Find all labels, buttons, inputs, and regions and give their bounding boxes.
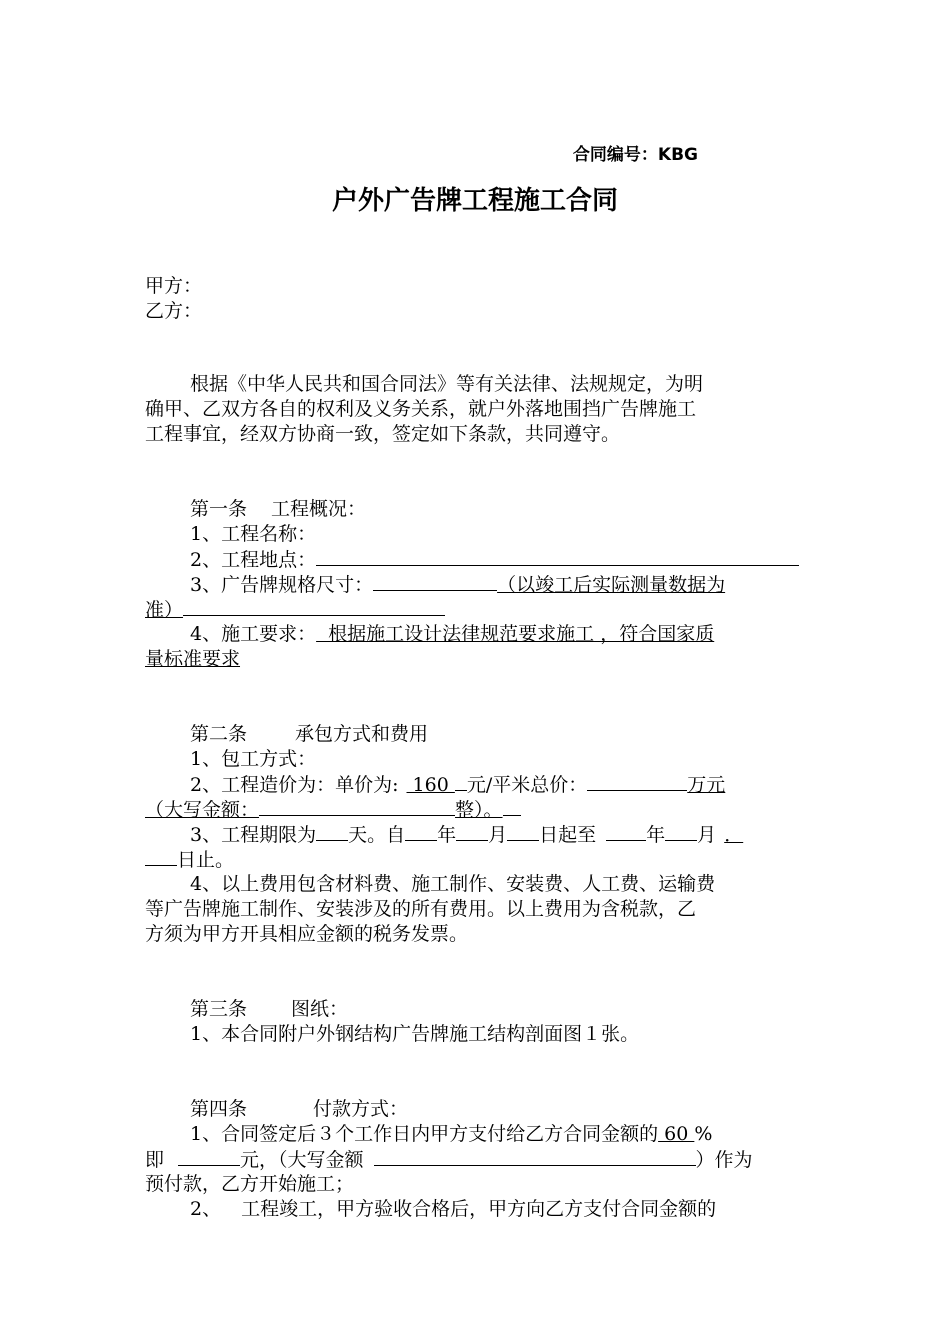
prepayment-percent-sign: % [694, 1123, 713, 1145]
end-day-label: 日止。 [177, 849, 235, 871]
article-1-item-3 [145, 572, 810, 597]
end-month-blank [665, 822, 697, 841]
start-day-blank [507, 822, 539, 841]
prepayment-words-label: 元，（大写金额 [240, 1149, 364, 1171]
article-4-item-1-end: 预付款，乙方开始施工； [145, 1173, 355, 1195]
article-1-item-4-cont [145, 647, 810, 672]
article-4-item-1-cont [145, 1147, 810, 1172]
sign-size-end-blank [183, 597, 445, 616]
article-4-title: 付款方式： [313, 1098, 409, 1120]
article-4-item-2 [145, 1197, 810, 1222]
article-4-heading [145, 1097, 810, 1122]
article-2-item-3 [145, 822, 810, 847]
article-2-item-4-line-1: 4、以上费用包含材料费、施工制作、安装费、人工费、运输费 [190, 873, 716, 895]
article-3-title: 图纸： [291, 998, 349, 1020]
amount-in-words-label: （大写金额： [145, 799, 260, 821]
duration-days-unit: 天。自 [348, 824, 406, 846]
construction-req-label: 4、施工要求： [190, 623, 317, 645]
end-year-blank [606, 822, 646, 841]
article-3-heading [145, 997, 810, 1022]
prepayment-amount-blank [178, 1147, 240, 1166]
article-3-item-1: 1、本合同附户外钢结构广告牌施工结构剖面图１张。 [190, 1023, 640, 1045]
article-4-number: 第四条 [190, 1098, 248, 1120]
article-2-item-1: 1、包工方式： [190, 748, 317, 770]
construction-req-value-end: 量标准要求 [145, 648, 241, 670]
prepayment-percent: 60 [658, 1123, 695, 1145]
article-3-number: 第三条 [190, 998, 248, 1020]
article-2-item-2-cont [145, 797, 810, 822]
project-location-blank [316, 547, 799, 566]
article-2-number: 第二条 [190, 723, 248, 745]
article-2-item-4-line-3: 方须为甲方开具相应金额的税务发票。 [145, 923, 469, 945]
end-day-blank [145, 847, 177, 866]
article-1-number: 第一条 [190, 498, 248, 520]
article-2-title: 承包方式和费用 [295, 723, 429, 745]
total-price-label: 元/平米总价： [466, 774, 588, 796]
project-location-label: 2、工程地点： [190, 549, 317, 571]
prepayment-words-blank [374, 1147, 696, 1166]
party-b: 乙方： [145, 300, 203, 322]
construction-req-value: 根据施工设计法律规范要求施工 ，符合国家质 [316, 623, 715, 645]
document-body [145, 274, 810, 1222]
sign-size-note: （以竣工后实际测量数据为 [497, 574, 726, 596]
preamble-line-2: 确甲、乙双方各自的权利及义务关系，就户外落地围挡广告牌施工 [145, 398, 697, 420]
article-2-item-3-cont [145, 847, 810, 872]
start-month-blank [456, 822, 488, 841]
preamble-line-1: 根据《中华人民共和国合同法》等有关法律、法规规定，为明 [190, 373, 704, 395]
sign-size-blank [373, 572, 497, 591]
start-day-label: 日起至 [539, 824, 597, 846]
total-price-unit: 万元 [687, 774, 726, 796]
final-payment-text: 工程竣工，甲方验收合格后，甲方向乙方支付合同金额的 [241, 1198, 717, 1220]
start-month-label: 月 [488, 824, 508, 846]
end-month-label: 月 [697, 824, 717, 846]
article-1-item-4 [145, 622, 810, 647]
duration-label: 3、工程期限为 [190, 824, 317, 846]
prepayment-words-end: ）作为 [695, 1149, 753, 1171]
article-1-item-2 [145, 547, 810, 572]
party-a: 甲方： [145, 275, 203, 297]
unit-price-value: 160 [406, 774, 455, 796]
article-2-item-4-line-2: 等广告牌施工制作、安装涉及的所有费用。以上费用为含税款，乙 [145, 898, 697, 920]
sign-size-label: 3、广告牌规格尺寸： [190, 574, 374, 596]
final-payment-number: 2、 [190, 1198, 222, 1220]
start-year-blank [405, 822, 437, 841]
article-1-item-1: 1、工程名称： [190, 523, 317, 545]
contract-number: 合同编号：KBG [572, 145, 698, 165]
article-2-heading [145, 722, 810, 747]
article-2-item-2 [145, 772, 810, 797]
article-4-item-1 [145, 1122, 810, 1147]
prepayment-label: 1、合同签定后３个工作日内甲方支付给乙方合同金额的 [190, 1123, 659, 1145]
document-title: 户外广告牌工程施工合同 [331, 186, 618, 216]
total-price-blank [587, 772, 687, 791]
duration-days-blank [316, 822, 348, 841]
sign-size-note-end: 准） [145, 599, 184, 621]
unit-price-label: 2、工程造价为：单价为: [190, 774, 399, 796]
end-month-mark: ． [724, 824, 744, 846]
amount-in-words-end: 整）。 [455, 799, 503, 821]
article-1-title: 工程概况： [271, 498, 367, 520]
start-year-label: 年 [437, 824, 457, 846]
amount-in-words-blank [259, 797, 455, 816]
article-1-heading [145, 497, 810, 522]
end-year-label: 年 [646, 824, 666, 846]
prepayment-equal-label: 即 [145, 1149, 165, 1171]
article-1-item-3-cont [145, 597, 810, 622]
preamble-line-3: 工程事宜，经双方协商一致，签定如下条款，共同遵守。 [145, 423, 621, 445]
